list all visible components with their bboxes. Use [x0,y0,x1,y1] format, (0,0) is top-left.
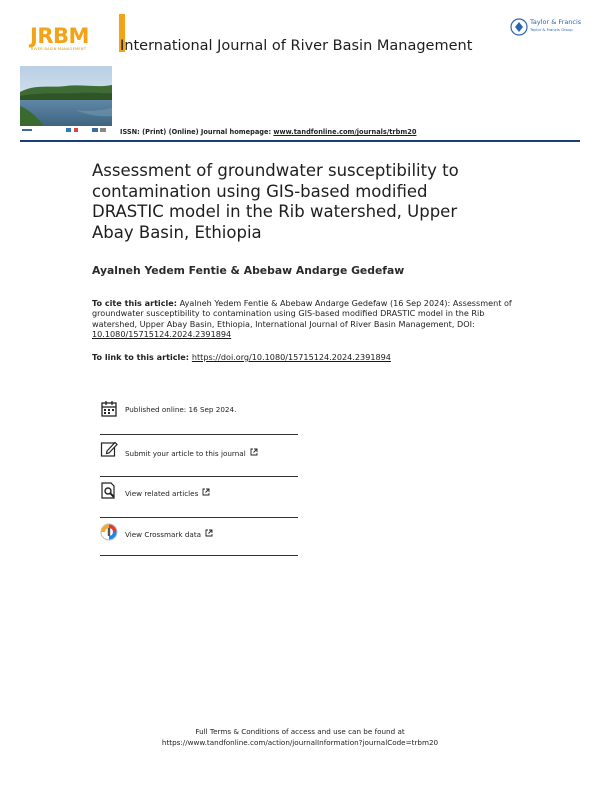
doi-link[interactable]: 10.1080/15715124.2024.2391894 [92,329,232,340]
external-link-icon [250,448,258,456]
journal-title: International Journal of River Basin Management [120,38,473,54]
cover-logo: JRBM [30,24,89,48]
issn-line [120,128,416,136]
link-label: To link to this article: [92,352,192,362]
row-divider [100,434,298,435]
journal-cover [20,14,112,134]
crossmark-label: View Crossmark data [125,530,202,539]
terms-footer [0,726,600,748]
footer-line-1: Full Terms & Conditions of access and use can be found at [195,727,405,736]
related-articles-link[interactable] [125,488,210,498]
submit-article-link[interactable] [125,448,258,458]
external-link-icon [202,488,210,496]
calendar-icon [100,400,118,418]
related-articles-icon [100,482,118,500]
external-link-icon [205,529,213,537]
article-title: Assessment of groundwater susceptibility to contamination using GIS-based modified DRASTIC model in the Rib watershed, Upper Abay Basin, Ethiopia [92,161,459,242]
article-link-line [92,352,391,362]
publisher-logo-subtext: Taylor & Francis Group [530,27,573,32]
cover-subtitle: RIVER BASIN MANAGEMENT [31,47,87,51]
article-authors: Ayalneh Yedem Fentie & Abebaw Andarge Gedefaw [92,264,405,277]
issn-text: ISSN: (Print) (Online) Journal homepage: [120,128,274,136]
citation-text: Ayalneh Yedem Fentie & Abebaw Andarge Gedefaw (16 Sep 2024): Assessment of groundwater susceptibility to contamination using GIS-based modified DRASTIC model in the Rib watershed, Upper Abay Basin, Ethiopia, International Journal of River Basin Management, DOI: [92,298,512,329]
publisher-logo[interactable] [510,16,580,42]
article-doi-url[interactable]: https://doi.org/10.1080/15715124.2024.2391894 [191,352,391,362]
publisher-logo-text: Taylor & Francis [530,18,582,26]
header-divider [20,140,580,142]
published-online-text: Published online: 16 Sep 2024. [125,405,237,414]
related-articles-label: View related articles [125,489,199,498]
row-divider [100,555,298,556]
cover-photo [20,66,112,126]
pencil-icon [100,440,118,458]
cover-footer-logos [22,127,110,133]
crossmark-icon [100,523,118,541]
journal-homepage-link[interactable]: www.tandfonline.com/journals/trbm20 [273,128,417,136]
crossmark-link[interactable] [125,529,213,539]
row-divider [100,517,298,518]
citation-label: To cite this article: [92,298,178,308]
citation-block [92,298,512,340]
row-divider [100,476,298,477]
footer-terms-url[interactable]: https://www.tandfonline.com/action/journalInformation?journalCode=trbm20 [161,738,439,747]
submit-article-label: Submit your article to this journal [125,449,246,458]
